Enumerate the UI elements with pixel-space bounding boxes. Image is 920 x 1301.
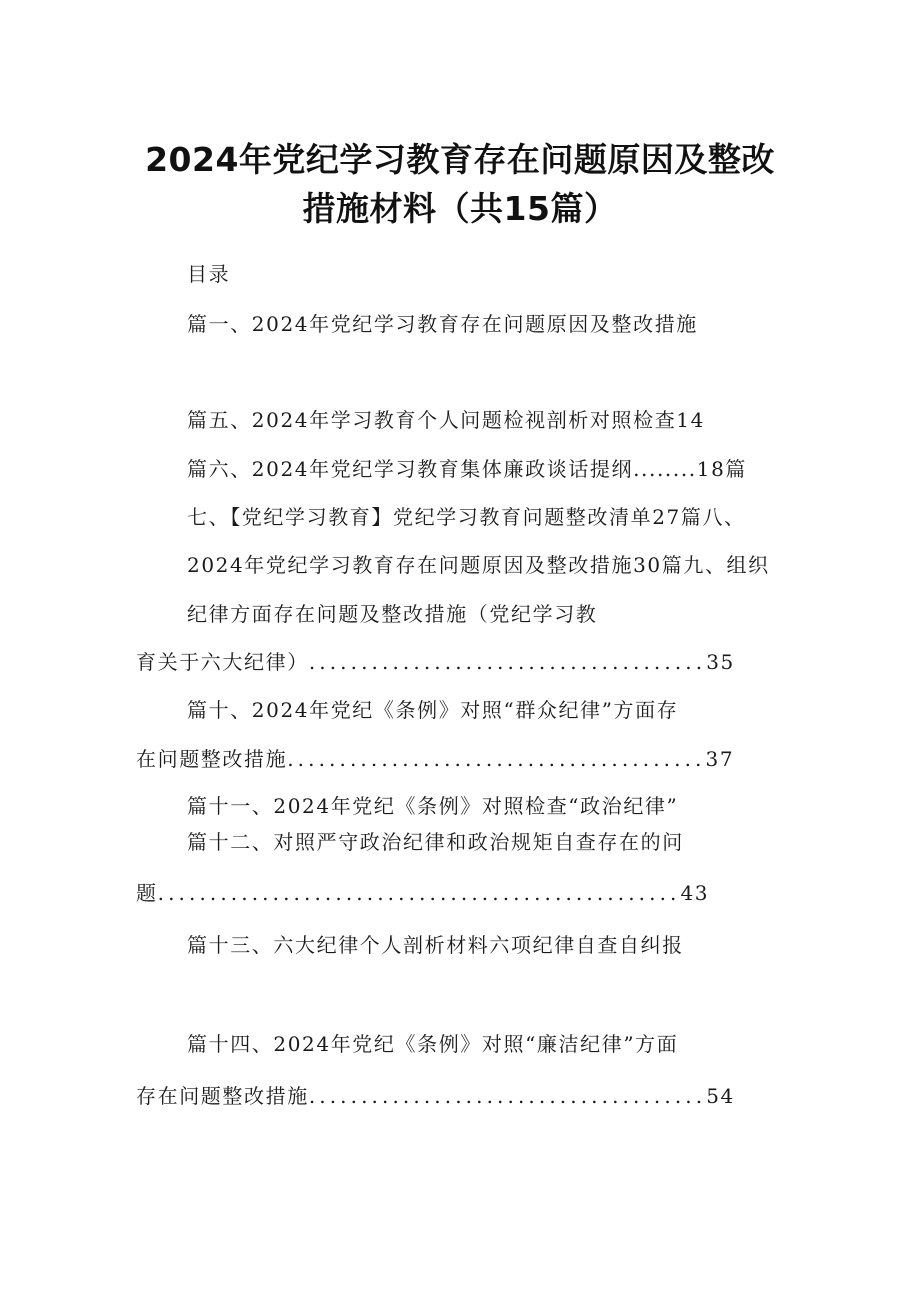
toc-entry: 篇十二、对照严守政治纪律和政治规矩自查存在的问 — [187, 830, 684, 854]
toc-page-number: 37 — [705, 747, 735, 771]
toc-entry-text: 在问题整改措施 — [136, 747, 288, 771]
toc-entry: 篇十四、2024年党纪《条例》对照“廉洁纪律”方面 — [187, 1032, 679, 1056]
toc-entry: 篇一、2024年党纪学习教育存在问题原因及整改措施 — [187, 312, 698, 336]
toc-entry: 篇五、2024年学习教育个人问题检视剖析对照检查14 — [187, 408, 705, 432]
toc-leader-dots: .................................................. — [157, 881, 681, 905]
toc-entry — [136, 743, 734, 772]
toc-entry-text: 育关于六大纪律） — [136, 650, 309, 674]
toc-entry — [136, 646, 735, 675]
document-title-line-2: 措施材料（共15篇） — [302, 189, 618, 228]
toc-entry: 2024年党纪学习教育存在问题原因及整改措施30篇九、组织 — [187, 553, 770, 577]
toc-entry: 纪律方面存在问题及整改措施（党纪学习教 — [187, 602, 598, 626]
toc-entry — [136, 1080, 735, 1109]
toc-entry: 篇六、2024年党纪学习教育集体廉政谈话提纲........18篇 — [187, 457, 748, 481]
toc-page-number: 35 — [706, 650, 735, 674]
toc-entry: 篇十、2024年党纪《条例》对照“群众纪律”方面存 — [187, 698, 679, 722]
document-title-line-1: 2024年党纪学习教育存在问题原因及整改 — [145, 140, 775, 179]
toc-entry-text: 存在问题整改措施 — [136, 1084, 309, 1108]
toc-leader-dots: ...................................... — [308, 650, 707, 674]
toc-entry: 篇十一、2024年党纪《条例》对照检查“政治纪律” — [187, 794, 679, 818]
toc-entry — [136, 877, 709, 906]
toc-leader-dots: ...................................... — [308, 1084, 707, 1108]
toc-page-number: 43 — [680, 881, 710, 905]
toc-heading: 目录 — [187, 262, 231, 286]
toc-entry: 篇十三、六大纪律个人剖析材料六项纪律自查自纠报 — [187, 933, 684, 957]
toc-leader-dots: ........................................ — [287, 747, 706, 771]
toc-entry-text: 题 — [136, 881, 158, 905]
toc-page-number: 54 — [706, 1084, 735, 1108]
toc-entry: 七、【党纪学习教育】党纪学习教育问题整改清单27篇八、 — [187, 505, 746, 529]
